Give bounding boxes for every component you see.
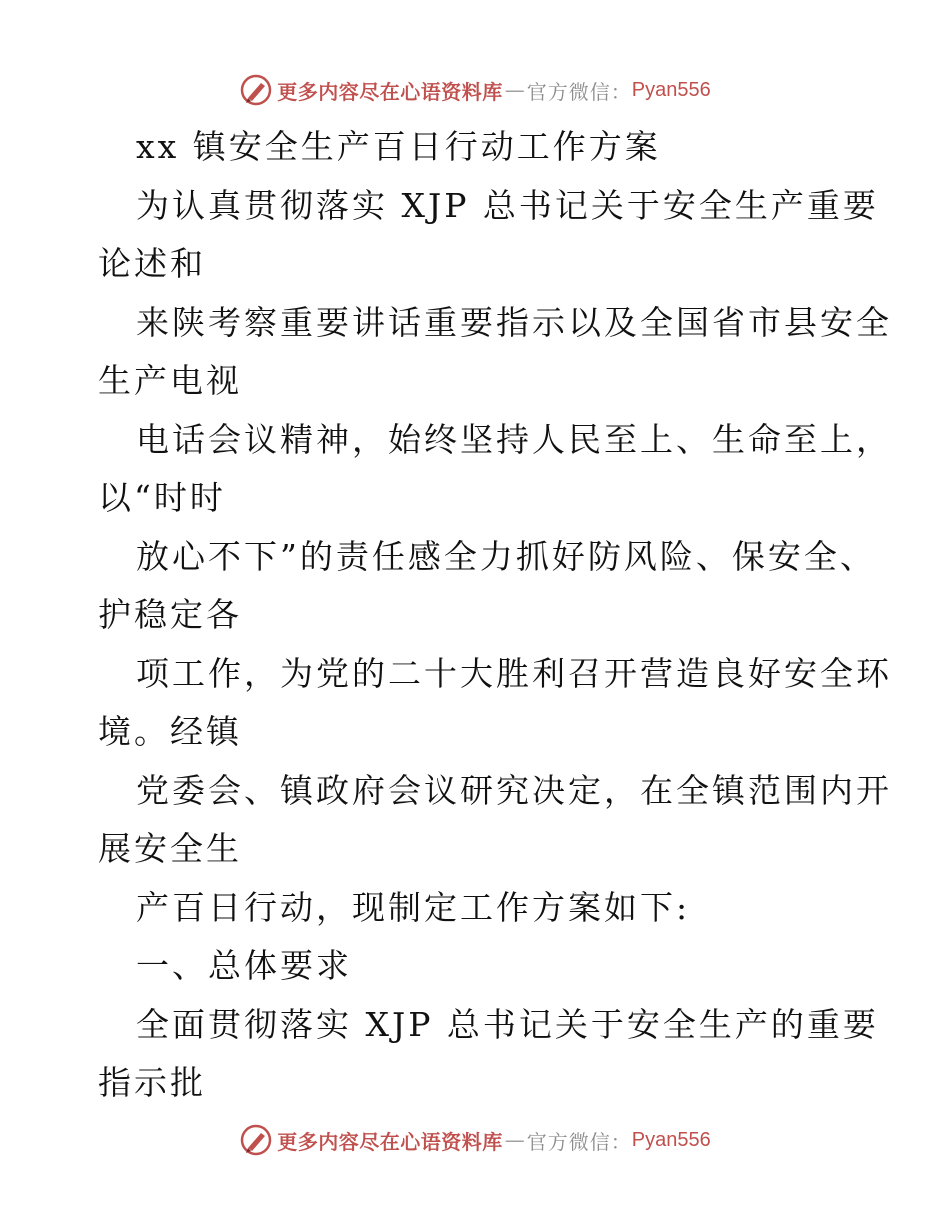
document-line: xx 镇安全生产百日行动工作方案: [136, 127, 661, 166]
document-line: 一、总体要求: [136, 946, 352, 985]
watermark-header: [0, 70, 950, 110]
watermark-wechat-label: 官方微信：: [526, 79, 632, 104]
document-line: 党委会、镇政府会议研究决定，在全镇范围内开: [136, 770, 892, 810]
watermark-footer: [0, 1120, 950, 1160]
pen-logo-icon: [239, 1123, 273, 1157]
watermark-wechat-id: Pyan556: [631, 1128, 711, 1151]
document-line: 产百日行动，现制定工作方案如下:: [136, 887, 691, 927]
document-line: 电话会议精神，始终坚持人民至上、生命至上，: [136, 419, 892, 459]
document-line: 为认真贯彻落实 XJP 总书记关于安全生产重要: [136, 185, 879, 225]
watermark-text: 更多内容尽在心语资料库: [277, 1129, 503, 1154]
document-line: 放心不下”的责任感全力抓好防风险、保安全、: [136, 536, 876, 576]
watermark-text: 更多内容尽在心语资料库: [277, 79, 503, 104]
document-line: 生产电视: [98, 361, 242, 400]
document-line: 护稳定各: [98, 595, 242, 634]
watermark-wechat-label: 官方微信：: [526, 1129, 632, 1154]
document-line: 展安全生: [98, 829, 242, 868]
document-body: [98, 118, 892, 1113]
document-line: 来陕考察重要讲话重要指示以及全国省市县安全: [136, 302, 892, 342]
document-line: 全面贯彻落实 XJP 总书记关于安全生产的重要: [136, 1004, 879, 1044]
document-line: 境。经镇: [98, 712, 242, 751]
pen-logo-icon: [239, 73, 273, 107]
watermark-wechat-id: Pyan556: [631, 78, 711, 101]
watermark-separator: —: [504, 78, 525, 102]
document-line: 指示批: [98, 1063, 206, 1102]
watermark-separator: —: [504, 1128, 525, 1152]
document-line: 以“时时: [98, 478, 226, 517]
document-line: 论述和: [98, 244, 206, 283]
document-line: 项工作，为党的二十大胜利召开营造良好安全环: [136, 653, 892, 693]
